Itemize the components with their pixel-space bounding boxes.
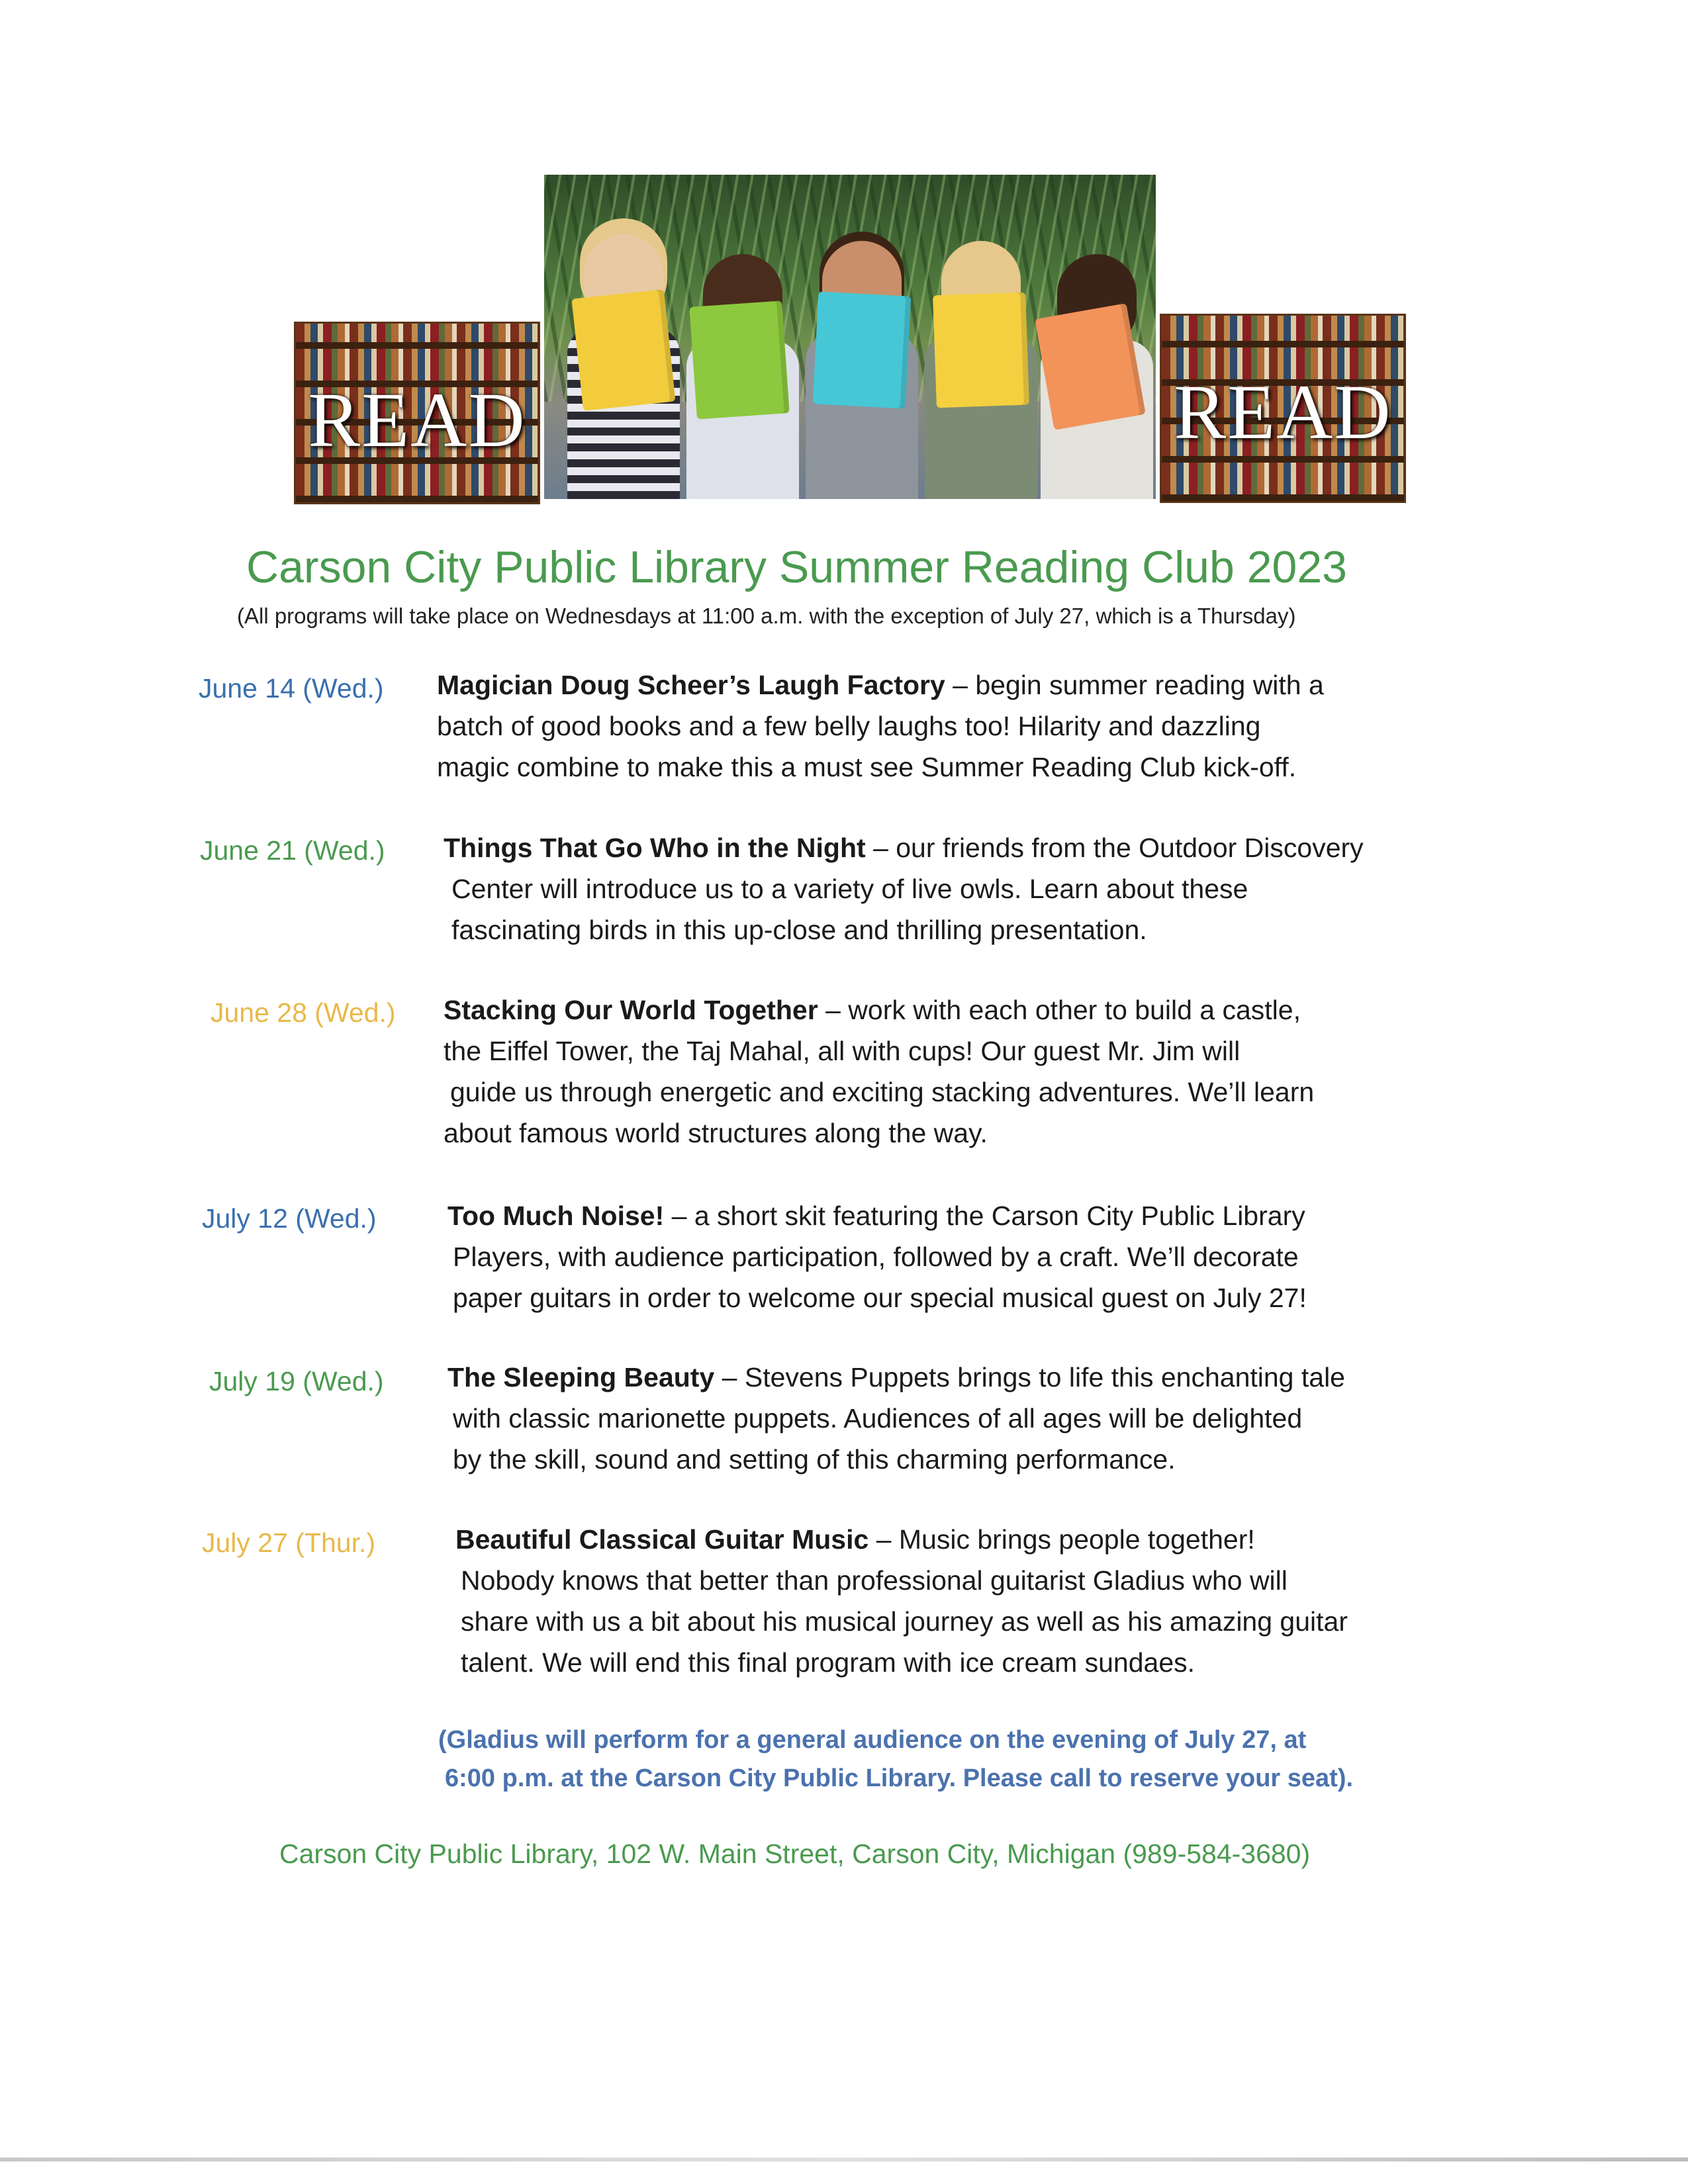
event-text-line: fascinating birds in this up-close and thrilling presentation. bbox=[451, 915, 1147, 945]
children-reading-photo bbox=[544, 175, 1156, 499]
event-text-line: paper guitars in order to welcome our special musical guest on July 27! bbox=[453, 1283, 1307, 1313]
event-text-line: – begin summer reading with a bbox=[945, 670, 1324, 700]
event-text-line: guide us through energetic and exciting stacking adventures. We’ll learn bbox=[450, 1077, 1315, 1107]
event-text-line: Players, with audience participation, followed by a craft. We’ll decorate bbox=[453, 1242, 1299, 1272]
performance-note bbox=[438, 1721, 1353, 1797]
event-text-line: – Stevens Puppets brings to life this enchanting tale bbox=[714, 1362, 1345, 1392]
read-right-text: READ bbox=[1174, 369, 1392, 455]
event-text-line: magic combine to make this a must see Summer Reading Club kick-off. bbox=[437, 752, 1297, 782]
event-text-line: – Music brings people together! bbox=[868, 1524, 1255, 1555]
note-line: (Gladius will perform for a general audience on the evening of July 27, at bbox=[438, 1726, 1307, 1754]
event-text-line: – a short skit featuring the Carson City Public Library bbox=[664, 1201, 1305, 1231]
event-text-line: Nobody knows that better than professional guitarist Gladius who will bbox=[461, 1565, 1288, 1596]
event-date: June 14 (Wed.) bbox=[199, 673, 384, 704]
event-text-line: with classic marionette puppets. Audiences of all ages will be delighted bbox=[453, 1403, 1303, 1433]
event-title: Stacking Our World Together bbox=[444, 995, 818, 1025]
event-description bbox=[447, 1195, 1307, 1318]
child-figure bbox=[921, 241, 1041, 499]
event-text-line: batch of good books and a few belly laughs too! Hilarity and dazzling bbox=[437, 711, 1261, 741]
event-text-line: talent. We will end this final program with ice cream sundaes. bbox=[461, 1647, 1196, 1678]
event-date: July 27 (Thur.) bbox=[202, 1527, 376, 1558]
scan-edge-divider bbox=[0, 2158, 1688, 2161]
page-title: Carson City Public Library Summer Reading Club 2023 bbox=[246, 542, 1347, 592]
event-text-line: the Eiffel Tower, the Taj Mahal, all with cups! Our guest Mr. Jim will bbox=[444, 1036, 1241, 1066]
header-banner bbox=[0, 0, 1688, 516]
child-figure bbox=[683, 254, 802, 499]
read-left-text: READ bbox=[308, 377, 526, 463]
event-text-line: share with us a bit about his musical journey as well as his amazing guitar bbox=[461, 1606, 1348, 1637]
note-line: 6:00 p.m. at the Carson City Public Library. Please call to reserve your seat). bbox=[445, 1764, 1354, 1792]
event-date: July 19 (Wed.) bbox=[209, 1366, 384, 1396]
child-figure bbox=[1037, 254, 1156, 499]
event-description bbox=[455, 1519, 1348, 1683]
event-title: The Sleeping Beauty bbox=[447, 1362, 715, 1392]
child-figure bbox=[564, 234, 683, 499]
event-text-line: – work with each other to build a castle, bbox=[818, 995, 1301, 1025]
event-text-line: about famous world structures along the way. bbox=[444, 1118, 988, 1148]
page-subtitle: (All programs will take place on Wednesdays at 11:00 a.m. with the exception of July 27, which is a Thursday) bbox=[237, 604, 1296, 628]
event-text-line: – our friends from the Outdoor Discovery bbox=[865, 833, 1364, 863]
event-description bbox=[444, 989, 1314, 1154]
event-title: Too Much Noise! bbox=[447, 1201, 665, 1231]
child-figure bbox=[802, 241, 921, 499]
event-text-line: Center will introduce us to a variety of live owls. Learn about these bbox=[451, 874, 1248, 904]
bookshelf-left-image bbox=[294, 322, 540, 504]
event-title: Magician Doug Scheer’s Laugh Factory bbox=[437, 670, 945, 700]
event-title: Things That Go Who in the Night bbox=[444, 833, 866, 863]
event-description bbox=[447, 1357, 1345, 1480]
library-address: Carson City Public Library, 102 W. Main Street, Carson City, Michigan (989-584-3680) bbox=[279, 1839, 1311, 1869]
event-date: June 28 (Wed.) bbox=[211, 997, 396, 1028]
bookshelf-right-image bbox=[1160, 314, 1406, 503]
event-description bbox=[437, 664, 1324, 788]
event-date: July 12 (Wed.) bbox=[202, 1203, 377, 1234]
event-text-line: by the skill, sound and setting of this charming performance. bbox=[453, 1444, 1176, 1475]
event-date: June 21 (Wed.) bbox=[200, 835, 385, 866]
event-description bbox=[444, 827, 1364, 950]
event-title: Beautiful Classical Guitar Music bbox=[455, 1524, 869, 1555]
